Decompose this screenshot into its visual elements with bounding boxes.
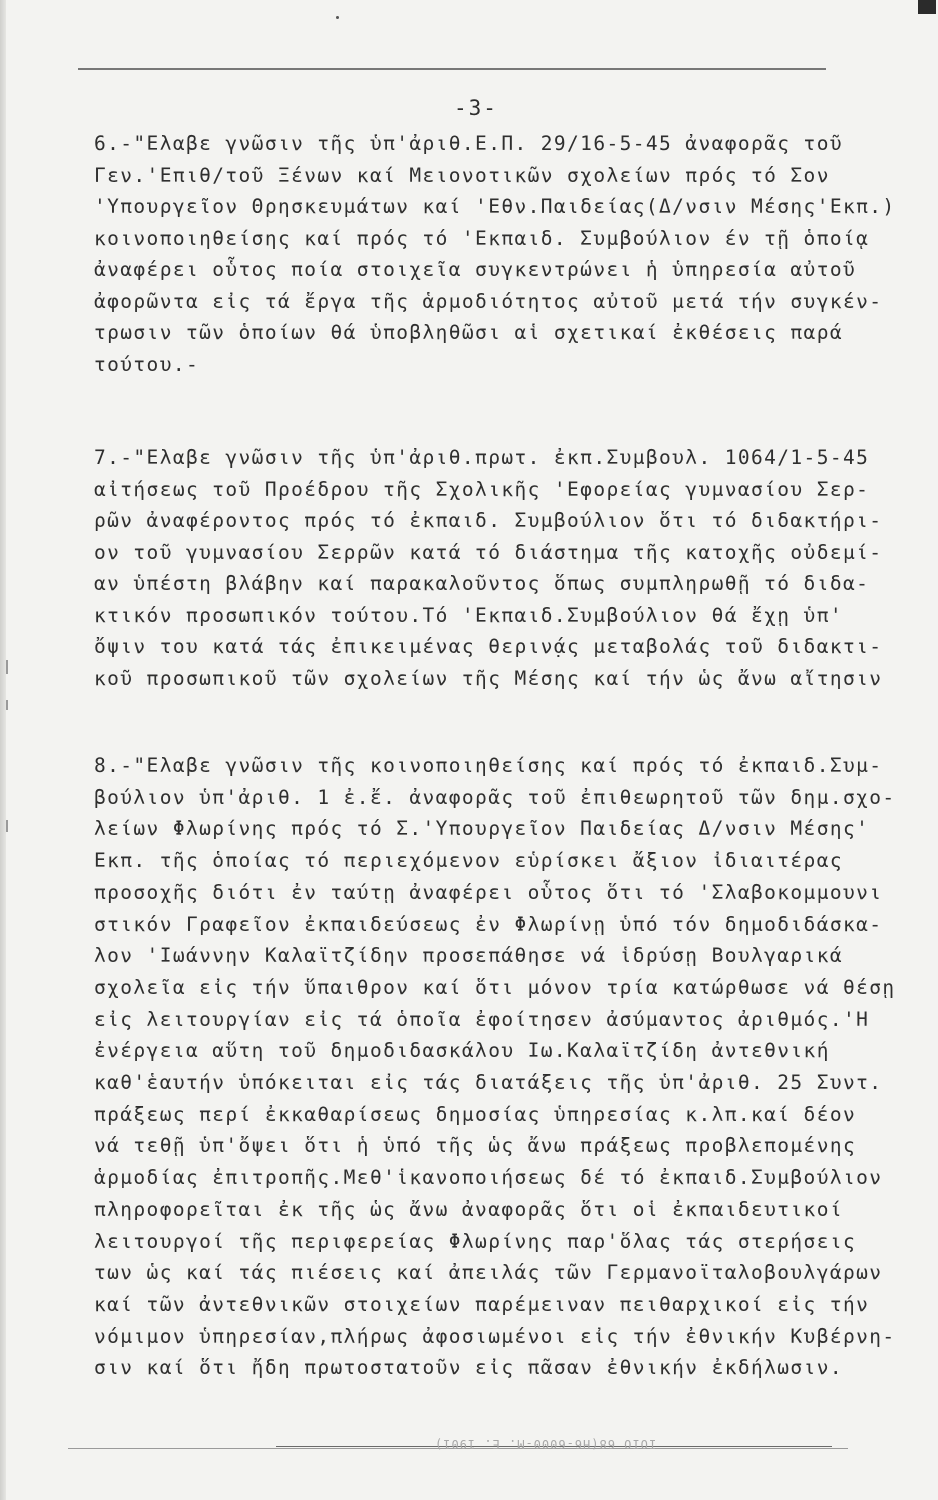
text-line: λειτουργοί τῆς περιφερείας Φλωρίνης παρ'ὅλας τάς στερήσεις bbox=[94, 1229, 857, 1253]
text-line: νόμιμον ὑπηρεσίαν,πλήρως ἀφοσιωμένοι εἰς τήν ἐθνικήν Κυβέρνη- bbox=[94, 1324, 896, 1348]
text-line: 7.-"Ελαβε γνῶσιν τῆς ὑπ'ἀριθ.πρωτ. ἐκπ.Συμβουλ. 1064/1-5-45 bbox=[94, 446, 870, 469]
text-line: νά τεθῇ ὑπ'ὄψει ὅτι ἡ ὑπό τῆς ὡς ἄνω πράξεως προβλεπομένης bbox=[94, 1134, 857, 1158]
text-line: λον 'Ιωάννην Καλαϊτζίδην προσεπάθησε νά ἱδρύσῃ Βουλγαρικά bbox=[94, 944, 843, 968]
header-rule bbox=[78, 68, 826, 70]
corner-tab-mark bbox=[918, 0, 936, 14]
text-line: καί τῶν ἀντεθνικῶν στοιχείων παρέμειναν πειθαρχικοί εἰς τήν bbox=[94, 1292, 870, 1316]
text-line: 'Υπουργεῖον Θρησκευμάτων καί 'Εθν.Παιδείας(Δ/νσιν Μέσης'Εκπ.) bbox=[94, 195, 896, 218]
text-line: ὄψιν του κατά τάς ἐπικειμένας θεριν̣άς μεταβολάς τοῦ διδακτι- bbox=[94, 635, 883, 658]
page-number: -3- bbox=[454, 96, 498, 120]
text-line: ἀφορῶντα εἰς τά ἔργα τῆς ἁρμοδιότητος αὐτοῦ μετά τήν συγκέν- bbox=[94, 289, 883, 313]
text-line: κτικόν προσωπικόν τούτου.Τό 'Εκπαιδ.Συμβούλιον θά ἔχῃ ὑπ' bbox=[94, 603, 843, 627]
text-line: πληροφορεῖται ἐκ τῆς ὡς ἄνω ἀναφορᾶς ὅτι οἱ ἐκπαιδευτικοί bbox=[94, 1197, 843, 1221]
text-line: 8.-"Ελαβε γνῶσιν τῆς κοινοποιηθείσης καί πρός τό ἐκπαιδ.Συμ- bbox=[94, 754, 883, 777]
text-line: ἀναφέρει οὗτος ποία στοιχεῖα συγκεντρώνει ἡ ὑπηρεσία αὐτοῦ bbox=[94, 258, 857, 281]
text-line: τρωσιν τῶν ὁποίων θά ὑποβληθῶσι αἱ σχετικαί ἐκθέσεις παρά bbox=[94, 321, 843, 344]
text-line: πράξεως περί ἐκκαθαρίσεως δημοσίας ὑπηρεσίας κ.λπ.καί δέον bbox=[94, 1102, 857, 1126]
text-line: σχολεῖα εἰς τήν ὕπαιθρον καί ὅτι μόνον τρία κατώρθωσε νά θέσῃ bbox=[94, 975, 896, 999]
text-line: ον τοῦ γυμνασίου Σερρῶν κατά τό διάστημα τῆς κατοχῆς οὐδεμί- bbox=[94, 540, 883, 564]
text-line: ρῶν ἀναφέροντος πρός τό ἐκπαιδ. Συμβούλιον ὅτι τό διδακτήρι- bbox=[94, 509, 883, 532]
text-line: τούτου.- bbox=[94, 352, 200, 376]
paragraph-7 bbox=[94, 442, 894, 694]
margin-tick bbox=[6, 660, 8, 674]
text-line: στικόν Γραφεῖον ἐκπαιδεύσεως ἐν Φλωρίνῃ ὑπό τόν δημοδιδάσκα- bbox=[94, 912, 883, 936]
text-line: λείων Φλωρίνης πρός τό Σ.'Υπουργεῖον Παιδείας Δ/νσιν Μέσης' bbox=[94, 817, 870, 841]
printer-imprint: ΙΟΙΟ 68(Η6-6000-Μ. Ε. 1901) bbox=[434, 1437, 657, 1451]
paragraph-8 bbox=[94, 750, 894, 1384]
text-line: 6.-"Ελαβε γνῶσιν τῆς ὑπ'ἀριθ.Ε.Π. 29/16-5-45 ἀναφορᾶς τοῦ bbox=[94, 132, 843, 155]
text-line: αν ὑπέστη βλάβην καί παρακαλοῦντος ὅπως συμπληρωθῇ τό διδα- bbox=[94, 572, 870, 595]
paragraph-6 bbox=[94, 128, 894, 380]
margin-marks bbox=[2, 660, 16, 780]
text-line: κοινοποιηθείσης καί πρός τό 'Εκπαιδ. Συμβούλιον έν τῇ ὁποίᾳ bbox=[94, 226, 870, 250]
text-line: καθ'ἑαυτήν ὑπόκειται εἰς τάς διατάξεις τῆς ὑπ'ἀριθ. 25 Συντ. bbox=[94, 1071, 883, 1095]
document-page bbox=[6, 0, 938, 1500]
text-line: Εκπ. τῆς ὁποίας τό περιεχόμενον εὑρίσκει ἄξιον ἰδιαιτέρας bbox=[94, 849, 843, 873]
text-line: Γεν.'Επιθ/τοῦ Ξένων καί Μειονοτικῶν σχολείων πρός τό Σον bbox=[94, 163, 830, 187]
text-line: κοῦ προσωπικοῦ τῶν σχολείων τῆς Μέσης καί τήν ὡς ἄνω αἴτησιν bbox=[94, 666, 883, 690]
text-line: αἰτήσεως τοῦ Προέδρου τῆς Σχολικῆς 'Εφορείας γυμνασίου Σερ- bbox=[94, 477, 870, 501]
text-line: εἰς λειτουργίαν εἰς τά ὁποῖα ἐφοίτησεν ἀσύμαντος ἀριθμός.'Η bbox=[94, 1007, 870, 1031]
margin-tick bbox=[6, 820, 8, 832]
text-line: σιν καί ὅτι ἤδη πρωτοστατοῦν εἰς πᾶσαν ἐθνικήν ἐκδήλωσιν. bbox=[94, 1356, 843, 1380]
text-line: των ὡς καί τάς πιέσεις καί ἀπειλάς τῶν Γερμανοϊταλοβουλγάρων bbox=[94, 1261, 883, 1285]
text-line: βούλιον ὑπ'ἀριθ. 1 ἐ.ἔ. ἀναφορᾶς τοῦ ἐπιθεωρητοῦ τῶν δημ.σχο- bbox=[94, 785, 896, 809]
margin-tick bbox=[6, 700, 8, 710]
ink-dot bbox=[336, 16, 339, 19]
text-line: προσοχῆς διότι ἐν ταύτῃ ἀναφέρει οὗτος ὅτι τό 'Σλαβοκομμουνι bbox=[94, 880, 883, 904]
text-line: ἐνέργεια αὕτη τοῦ δημοδιδασκάλου Ιω.Καλαϊτζίδη ἀντεθνική bbox=[94, 1039, 830, 1063]
text-line: ἁρμοδίας ἐπιτροπῆς.Μεθ'ἱκανοποιήσεως δέ τό ἐκπαιδ.Συμβούλιον bbox=[94, 1166, 883, 1190]
